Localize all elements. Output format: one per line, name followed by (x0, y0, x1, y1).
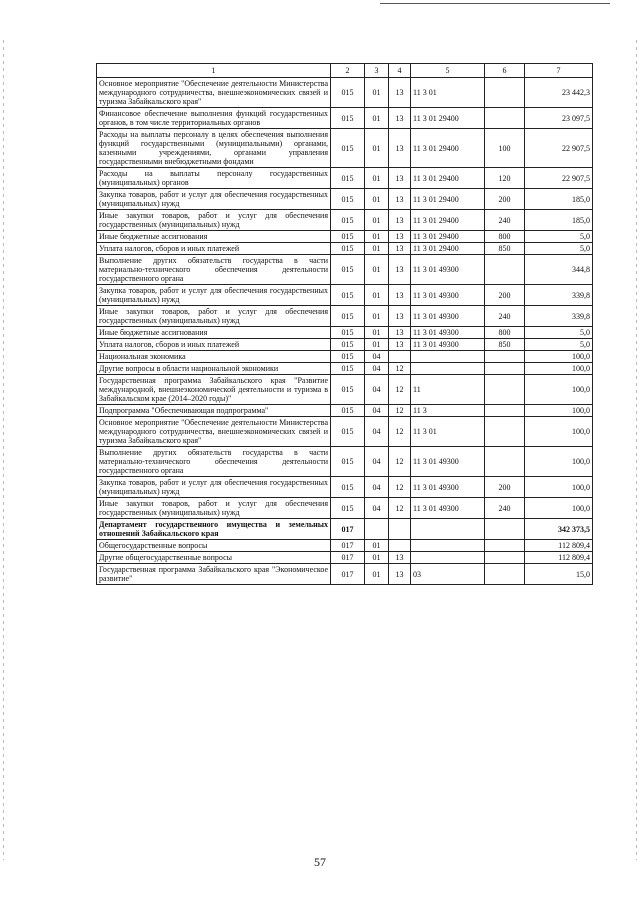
row-section-cell: 01 (365, 552, 389, 564)
row-target-code-cell (411, 552, 485, 564)
column-header: 3 (365, 64, 389, 78)
table-header-row (97, 64, 593, 78)
row-section-cell (365, 519, 389, 540)
row-subsection-cell: 13 (389, 129, 411, 168)
row-subsection-cell: 12 (389, 477, 411, 498)
table-row (97, 129, 593, 168)
row-section-cell: 01 (365, 129, 389, 168)
row-section-cell: 01 (365, 231, 389, 243)
row-expense-type-cell: 800 (485, 327, 525, 339)
column-header: 7 (525, 64, 593, 78)
row-admin-code-cell: 015 (331, 417, 365, 447)
row-expense-type-cell: 100 (485, 129, 525, 168)
table-row (97, 210, 593, 231)
row-amount-cell: 342 373,5 (525, 519, 593, 540)
row-admin-code-cell: 015 (331, 351, 365, 363)
row-section-cell: 04 (365, 363, 389, 375)
row-subsection-cell: 13 (389, 78, 411, 108)
row-subsection-cell: 12 (389, 498, 411, 519)
row-target-code-cell: 11 3 01 49300 (411, 339, 485, 351)
row-expense-type-cell (485, 564, 525, 585)
row-amount-cell: 15,0 (525, 564, 593, 585)
table-row (97, 108, 593, 129)
row-section-cell: 01 (365, 306, 389, 327)
row-expense-type-cell (485, 552, 525, 564)
row-section-cell: 04 (365, 405, 389, 417)
row-admin-code-cell: 015 (331, 231, 365, 243)
row-amount-cell: 100,0 (525, 375, 593, 405)
row-name-cell: Другие вопросы в области национальной экономики (97, 363, 331, 375)
row-target-code-cell: 11 3 01 29400 (411, 108, 485, 129)
row-name-cell: Иные закупки товаров, работ и услуг для обеспечения государственных (муниципальных) нужд (97, 210, 331, 231)
row-target-code-cell: 11 3 01 29400 (411, 231, 485, 243)
row-amount-cell: 344,8 (525, 255, 593, 285)
row-expense-type-cell (485, 108, 525, 129)
table-row (97, 327, 593, 339)
row-subsection-cell: 12 (389, 417, 411, 447)
row-name-cell: Расходы на выплаты персоналу в целях обеспечения выполнения функций государственными (муниципальными) органами, казенными учреждениями, органами управления государственными внебюджетными фондами (97, 129, 331, 168)
row-subsection-cell: 12 (389, 405, 411, 417)
row-amount-cell: 5,0 (525, 327, 593, 339)
row-expense-type-cell (485, 417, 525, 447)
row-admin-code-cell: 015 (331, 375, 365, 405)
row-section-cell: 04 (365, 351, 389, 363)
row-section-cell: 01 (365, 327, 389, 339)
table-row (97, 285, 593, 306)
row-amount-cell: 185,0 (525, 210, 593, 231)
row-name-cell: Уплата налогов, сборов и иных платежей (97, 243, 331, 255)
scan-edge-top (380, 3, 610, 4)
row-target-code-cell: 11 3 01 49300 (411, 498, 485, 519)
table-row (97, 417, 593, 447)
row-section-cell: 01 (365, 189, 389, 210)
row-expense-type-cell (485, 375, 525, 405)
row-amount-cell: 100,0 (525, 417, 593, 447)
row-amount-cell: 185,0 (525, 189, 593, 210)
row-target-code-cell: 11 3 01 49300 (411, 255, 485, 285)
row-admin-code-cell: 017 (331, 552, 365, 564)
row-admin-code-cell: 015 (331, 339, 365, 351)
row-amount-cell: 5,0 (525, 339, 593, 351)
row-expense-type-cell (485, 363, 525, 375)
row-name-cell: Департамент государственного имущества и земельных отношений Забайкальского края (97, 519, 331, 540)
row-subsection-cell: 13 (389, 285, 411, 306)
row-expense-type-cell: 120 (485, 168, 525, 189)
table-row (97, 231, 593, 243)
table-row (97, 405, 593, 417)
column-header: 5 (411, 64, 485, 78)
row-name-cell: Финансовое обеспечение выполнения функций государственных органов, в том числе территориальных органов (97, 108, 331, 129)
row-expense-type-cell: 850 (485, 243, 525, 255)
row-expense-type-cell (485, 78, 525, 108)
row-section-cell: 01 (365, 255, 389, 285)
row-admin-code-cell: 015 (331, 243, 365, 255)
row-amount-cell: 22 907,5 (525, 129, 593, 168)
row-expense-type-cell: 200 (485, 189, 525, 210)
row-subsection-cell: 13 (389, 564, 411, 585)
row-subsection-cell: 13 (389, 243, 411, 255)
table-row (97, 498, 593, 519)
row-expense-type-cell: 240 (485, 306, 525, 327)
column-header: 6 (485, 64, 525, 78)
row-admin-code-cell: 015 (331, 210, 365, 231)
row-admin-code-cell: 015 (331, 363, 365, 375)
row-expense-type-cell (485, 540, 525, 552)
column-header: 2 (331, 64, 365, 78)
row-amount-cell: 339,8 (525, 306, 593, 327)
row-subsection-cell: 12 (389, 363, 411, 375)
row-section-cell: 01 (365, 540, 389, 552)
row-name-cell: Выполнение других обязательств государства в части материально-технического обеспечения деятельности государственного органа (97, 255, 331, 285)
row-name-cell: Общегосударственные вопросы (97, 540, 331, 552)
row-subsection-cell: 13 (389, 210, 411, 231)
page-number: 57 (314, 855, 326, 869)
row-name-cell: Расходы на выплаты персоналу государственных (муниципальных) органов (97, 168, 331, 189)
row-target-code-cell (411, 363, 485, 375)
row-amount-cell: 100,0 (525, 405, 593, 417)
row-amount-cell: 23 442,3 (525, 78, 593, 108)
row-amount-cell: 100,0 (525, 363, 593, 375)
row-admin-code-cell: 017 (331, 564, 365, 585)
row-target-code-cell: 11 3 01 49300 (411, 327, 485, 339)
table-row (97, 189, 593, 210)
row-expense-type-cell (485, 405, 525, 417)
row-amount-cell: 112 809,4 (525, 540, 593, 552)
table-row (97, 519, 593, 540)
row-amount-cell: 100,0 (525, 447, 593, 477)
table-row (97, 255, 593, 285)
row-amount-cell: 339,8 (525, 285, 593, 306)
table-row (97, 351, 593, 363)
row-target-code-cell: 11 3 01 49300 (411, 306, 485, 327)
row-admin-code-cell: 015 (331, 477, 365, 498)
row-subsection-cell: 13 (389, 168, 411, 189)
table-row (97, 477, 593, 498)
row-target-code-cell: 11 3 01 29400 (411, 210, 485, 231)
row-section-cell: 01 (365, 285, 389, 306)
row-name-cell: Выполнение других обязательств государства в части материально-технического обеспечения деятельности государственного органа (97, 447, 331, 477)
row-admin-code-cell: 015 (331, 285, 365, 306)
column-header: 4 (389, 64, 411, 78)
row-expense-type-cell: 850 (485, 339, 525, 351)
table-row (97, 243, 593, 255)
row-name-cell: Закупка товаров, работ и услуг для обеспечения государственных (муниципальных) нужд (97, 189, 331, 210)
row-amount-cell: 100,0 (525, 351, 593, 363)
row-expense-type-cell: 240 (485, 210, 525, 231)
row-admin-code-cell: 017 (331, 540, 365, 552)
row-expense-type-cell: 200 (485, 285, 525, 306)
table-row (97, 564, 593, 585)
row-subsection-cell: 13 (389, 327, 411, 339)
row-name-cell: Подпрограмма "Обеспечивающая подпрограмма" (97, 405, 331, 417)
row-subsection-cell: 12 (389, 447, 411, 477)
row-expense-type-cell: 800 (485, 231, 525, 243)
table-row (97, 306, 593, 327)
row-amount-cell: 5,0 (525, 231, 593, 243)
row-expense-type-cell (485, 447, 525, 477)
row-subsection-cell: 12 (389, 375, 411, 405)
row-name-cell: Иные закупки товаров, работ и услуг для обеспечения государственных (муниципальных) нужд (97, 498, 331, 519)
row-expense-type-cell (485, 519, 525, 540)
row-expense-type-cell (485, 255, 525, 285)
row-target-code-cell: 11 3 01 29400 (411, 243, 485, 255)
row-admin-code-cell: 015 (331, 78, 365, 108)
row-admin-code-cell: 015 (331, 168, 365, 189)
row-name-cell: Государственная программа Забайкальского края "Экономическое развитие" (97, 564, 331, 585)
row-admin-code-cell: 015 (331, 255, 365, 285)
row-amount-cell: 112 809,4 (525, 552, 593, 564)
row-target-code-cell: 11 3 01 (411, 78, 485, 108)
row-section-cell: 01 (365, 339, 389, 351)
row-amount-cell: 100,0 (525, 477, 593, 498)
row-subsection-cell: 13 (389, 255, 411, 285)
row-admin-code-cell: 015 (331, 327, 365, 339)
table-row (97, 540, 593, 552)
row-target-code-cell (411, 540, 485, 552)
row-expense-type-cell: 240 (485, 498, 525, 519)
row-target-code-cell (411, 351, 485, 363)
scan-edge-right (636, 40, 637, 860)
row-target-code-cell (411, 519, 485, 540)
row-target-code-cell: 11 3 01 49300 (411, 447, 485, 477)
table-row (97, 339, 593, 351)
row-admin-code-cell: 015 (331, 108, 365, 129)
row-name-cell: Основное мероприятие "Обеспечение деятельности Министерства международного сотрудничества, внешнеэкономических связей и туризма Забайкальского края" (97, 417, 331, 447)
row-section-cell: 01 (365, 243, 389, 255)
row-target-code-cell: 11 3 01 49300 (411, 477, 485, 498)
row-section-cell: 04 (365, 477, 389, 498)
row-subsection-cell: 13 (389, 552, 411, 564)
column-header: 1 (97, 64, 331, 78)
row-subsection-cell (389, 540, 411, 552)
table-row (97, 375, 593, 405)
row-target-code-cell: 11 3 01 29400 (411, 189, 485, 210)
row-subsection-cell: 13 (389, 189, 411, 210)
row-admin-code-cell: 015 (331, 405, 365, 417)
row-name-cell: Национальная экономика (97, 351, 331, 363)
row-target-code-cell: 11 3 01 49300 (411, 285, 485, 306)
row-subsection-cell (389, 351, 411, 363)
row-name-cell: Другие общегосударственные вопросы (97, 552, 331, 564)
row-section-cell: 04 (365, 417, 389, 447)
row-subsection-cell: 13 (389, 231, 411, 243)
row-name-cell: Государственная программа Забайкальского края "Развитие международной, внешнеэкономической деятельности и туризма в Забайкальском крае (2014–2020 годы)" (97, 375, 331, 405)
row-target-code-cell: 11 3 01 29400 (411, 168, 485, 189)
row-expense-type-cell (485, 351, 525, 363)
table-body (97, 78, 593, 585)
row-admin-code-cell: 015 (331, 447, 365, 477)
row-amount-cell: 5,0 (525, 243, 593, 255)
row-subsection-cell (389, 519, 411, 540)
table-row (97, 363, 593, 375)
row-section-cell: 01 (365, 78, 389, 108)
row-subsection-cell: 13 (389, 306, 411, 327)
scan-edge-left (3, 40, 4, 860)
row-admin-code-cell: 017 (331, 519, 365, 540)
row-target-code-cell: 11 3 (411, 405, 485, 417)
row-section-cell: 01 (365, 210, 389, 231)
table-row (97, 78, 593, 108)
budget-table (96, 63, 593, 585)
row-name-cell: Закупка товаров, работ и услуг для обеспечения государственных (муниципальных) нужд (97, 477, 331, 498)
row-section-cell: 04 (365, 498, 389, 519)
row-section-cell: 04 (365, 375, 389, 405)
row-section-cell: 01 (365, 108, 389, 129)
row-target-code-cell: 11 (411, 375, 485, 405)
row-amount-cell: 22 907,5 (525, 168, 593, 189)
row-amount-cell: 100,0 (525, 498, 593, 519)
row-name-cell: Уплата налогов, сборов и иных платежей (97, 339, 331, 351)
row-section-cell: 04 (365, 447, 389, 477)
row-admin-code-cell: 015 (331, 498, 365, 519)
row-name-cell: Иные закупки товаров, работ и услуг для обеспечения государственных (муниципальных) нужд (97, 306, 331, 327)
row-subsection-cell: 13 (389, 108, 411, 129)
row-name-cell: Основное мероприятие "Обеспечение деятельности Министерства международного сотрудничества, внешнеэкономических связей и туризма Забайкальского края" (97, 78, 331, 108)
row-target-code-cell: 03 (411, 564, 485, 585)
row-subsection-cell: 13 (389, 339, 411, 351)
table-row (97, 447, 593, 477)
row-amount-cell: 23 097,5 (525, 108, 593, 129)
row-section-cell: 01 (365, 168, 389, 189)
row-name-cell: Иные бюджетные ассигнования (97, 231, 331, 243)
row-expense-type-cell: 200 (485, 477, 525, 498)
row-target-code-cell: 11 3 01 29400 (411, 129, 485, 168)
row-admin-code-cell: 015 (331, 129, 365, 168)
row-section-cell: 01 (365, 564, 389, 585)
row-name-cell: Иные бюджетные ассигнования (97, 327, 331, 339)
table-row (97, 552, 593, 564)
row-admin-code-cell: 015 (331, 189, 365, 210)
row-target-code-cell: 11 3 01 (411, 417, 485, 447)
table-row (97, 168, 593, 189)
row-admin-code-cell: 015 (331, 306, 365, 327)
row-name-cell: Закупка товаров, работ и услуг для обеспечения государственных (муниципальных) нужд (97, 285, 331, 306)
